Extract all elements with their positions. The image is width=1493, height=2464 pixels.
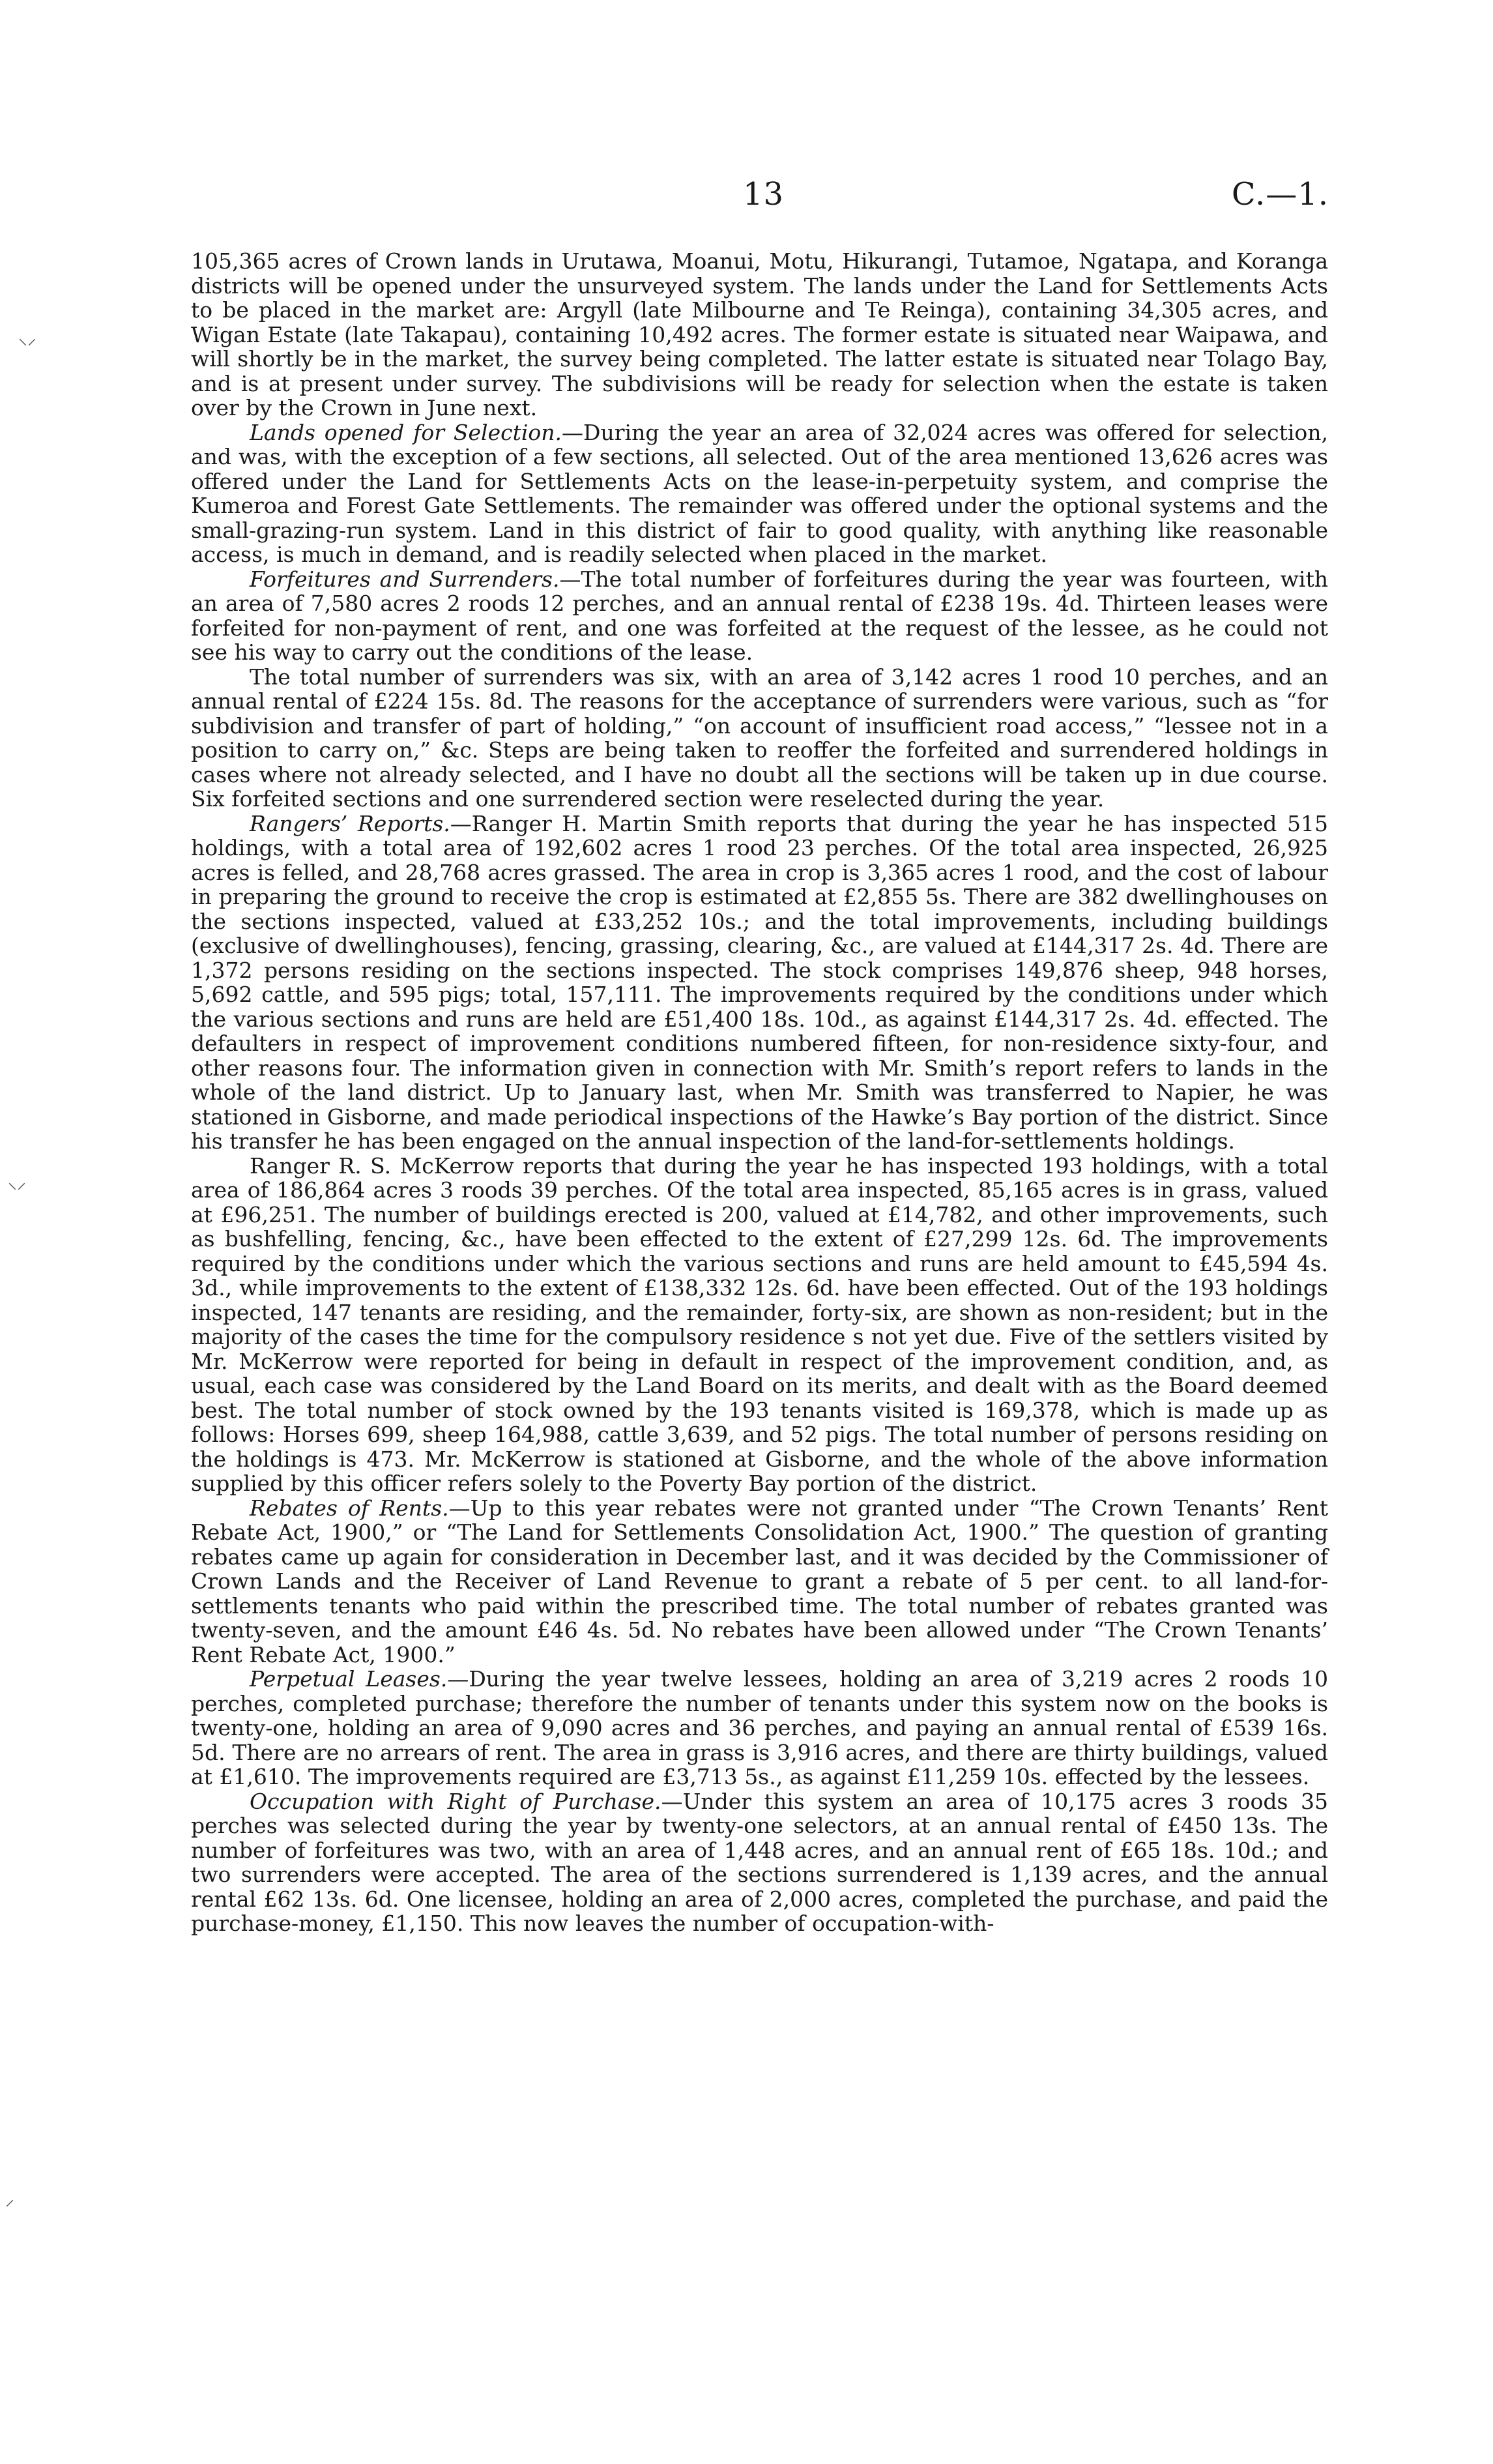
section-heading: Occupation with Right of Purchase.: [250, 1788, 661, 1814]
paragraph-unsurveyed-lands: [191, 249, 1328, 420]
paragraph-rangers-reports: [191, 812, 1328, 1154]
paragraph-text: —Ranger H. Martin Smith reports that during the year he has inspected 515 holdings, with a total area of 192,602 acres 1 rood 23 perches. Of the total area inspected, 26,925 acres is felled, and 28,768 acres grassed. The area in crop is 3,365 acres 1 rood, and the cost of labour in preparing the ground to receive the crop is estimated at £2,855 5s. There are 382 dwellinghouses on the sections inspected, valued at £33,252 10s.; and the total improvements, including buildings (exclusive of dwellinghouses), fencing, grassing, clearing, &c., are valued at £144,317 2s. 4d. There are 1,372 persons residing on the sections inspected. The stock comprises 149,876 sheep, 948 horses, 5,692 cattle, and 595 pigs; total, 157,111. The improvements required by the conditions under which the various sections and runs are held are £51,400 18s. 10d., as against £144,317 2s. 4d. effected. The defaulters in respect of improvement conditions numbered fifteen, for non-residence sixty-four, and other reasons four. The information given in connection with Mr. Smith’s report refers to lands in the whole of the land district. Up to January last, when Mr. Smith was transferred to Napier, he was stationed in Gisborne, and made periodical inspections of the Hawke’s Bay portion of the district. Since his transfer he has been engaged on the annual inspection of the land-for-settlements holdings.: [191, 810, 1328, 1154]
paragraph-text: —Under this system an area of 10,175 acres 3 roods 35 perches was selected during the year by twenty-one selectors, at an annual rental of £450 13s. The number of forfeitures was two, with an area of 1,448 acres, and an annual rent of £65 18s. 10d.; and two surrenders were accepted. The area of the sections surrendered is 1,139 acres, and the annual rental £62 13s. 6d. One licensee, holding an area of 2,000 acres, completed the purchase, and paid the purchase-money, £1,150. This now leaves the number of occupation-with-: [191, 1788, 1329, 1936]
paragraph-text: The total number of surrenders was six, with an area of 3,142 acres 1 rood 10 perches, and an annual rental of £224 15s. 8d. The reasons for the acceptance of surrenders were various, such as “for subdivision and transfer of part of holding,” “on account of insufficient road access,” “lessee not in a position to carry on,” &c. Steps are being taken to reoffer the forfeited and surrendered holdings in cases where not already selected, and I have no doubt all the sections will be taken up in due course. Six forfeited sections and one surrendered section were reselected during the year.: [191, 664, 1328, 812]
section-heading: Rebates of Rents.: [250, 1495, 449, 1521]
section-heading: Perpetual Leases.: [250, 1666, 448, 1692]
paragraph-lands-opened: [191, 420, 1328, 567]
paragraph-perpetual-leases: [191, 1667, 1328, 1789]
margin-mark: ⸜⸝: [18, 327, 37, 349]
section-heading: Rangers’ Reports.: [250, 810, 450, 836]
paragraph-text: 105,365 acres of Crown lands in Urutawa, Moanui, Motu, Hikurangi, Tutamoe, Ngatapa, and Koranga districts will be opened under the unsurveyed system. The lands under the Land for Settlements Acts to be placed in the market are: Argyll (late Milbourne and Te Reinga), containing 34,305 acres, and Wigan Estate (late Takapau), containing 10,492 acres. The former estate is situated near Waipawa, and will shortly be in the market, the survey being completed. The latter estate is situated near Tolago Bay, and is at present under survey. The subdivisions will be ready for selection when the estate is taken over by the Crown in June next.: [191, 248, 1328, 420]
paragraph-occupation-right-purchase: [191, 1789, 1328, 1936]
section-heading: Lands opened for Selection.: [250, 419, 562, 445]
document-reference: C.—1.: [1231, 176, 1329, 213]
margin-mark: ⸝: [5, 2188, 15, 2210]
paragraph-ranger-mckerrow: [191, 1154, 1328, 1496]
paragraph-text: —The total number of forfeitures during the year was fourteen, with an area of 7,580 acres 2 roods 12 perches, and an annual rental of £238 19s. 4d. Thirteen leases were forfeited for non-payment of rent, and one was forfeited at the request of the lessee, as he could not see his way to carry out the conditions of the lease.: [191, 566, 1328, 665]
page-number: 13: [743, 176, 785, 213]
report-body: [191, 249, 1328, 1936]
paragraph-surrenders: [191, 665, 1328, 812]
section-heading: Forfeitures and Surrenders.: [250, 566, 560, 592]
paragraph-text: —Up to this year rebates were not granted under “The Crown Tenants’ Rent Rebate Act, 1900,” or “The Land for Settlements Consolidation Act, 1900.” The question of granting rebates came up again for consideration in December last, and it was decided by the Commissioner of Crown Lands and the Receiver of Land Revenue to grant a rebate of 5 per cent. to all land-for-settlements tenants who paid within the prescribed time. The total number of rebates granted was twenty-seven, and the amount £46 4s. 5d. No rebates have been allowed under “The Crown Tenants’ Rent Rebate Act, 1900.”: [191, 1495, 1329, 1667]
paragraph-forfeitures: [191, 567, 1328, 665]
paragraph-text: —During the year an area of 32,024 acres was offered for selection, and was, with the exception of a few sections, all selected. Out of the area mentioned 13,626 acres was offered under the Land for Settlements Acts on the lease-in-perpetuity system, and comprise the Kumeroa and Forest Gate Settlements. The remainder was offered under the optional systems and the small-grazing-run system. Land in this district of fair to good quality, with anything like reasonable access, is much in demand, and is readily selected when placed in the market.: [191, 419, 1328, 567]
margin-mark: ⸜⸝: [8, 1171, 27, 1193]
paragraph-rebates: [191, 1496, 1328, 1667]
paragraph-text: —During the year twelve lessees, holding an area of 3,219 acres 2 roods 10 perches, completed purchase; therefore the number of tenants under this system now on the books is twenty-one, holding an area of 9,090 acres and 36 perches, and paying an annual rental of £539 16s. 5d. There are no arrears of rent. The area in grass is 3,916 acres, and there are thirty buildings, valued at £1,610. The improvements required are £3,713 5s., as against £11,259 10s. effected by the lessees.: [191, 1666, 1328, 1789]
paragraph-text: Ranger R. S. McKerrow reports that during the year he has inspected 193 holdings, with a total area of 186,864 acres 3 roods 39 perches. Of the total area inspected, 85,165 acres is in grass, valued at £96,251. The number of buildings erected is 200, valued at £14,782, and other improvements, such as bushfelling, fencing, &c., have been effected to the extent of £27,299 12s. 6d. The improvements required by the conditions under which the various sections and runs are held amount to £45,594 4s. 3d., while improvements to the extent of £138,332 12s. 6d. have been effected. Out of the 193 holdings inspected, 147 tenants are residing, and the remainder, forty-six, are shown as non-resident; but in the majority of the cases the time for the compulsory residence s not yet due. Five of the settlers visited by Mr. McKerrow were reported for being in default in respect of the improvement condition, and, as usual, each case was considered by the Land Board on its merits, and dealt with as the Board deemed best. The total number of stock owned by the 193 tenants visited is 169,378, which is made up as follows: Horses 699, sheep 164,988, cattle 3,639, and 52 pigs. The total number of persons residing on the holdings is 473. Mr. McKerrow is stationed at Gisborne, and the whole of the above information supplied by this officer refers solely to the Poverty Bay portion of the district.: [191, 1152, 1328, 1496]
